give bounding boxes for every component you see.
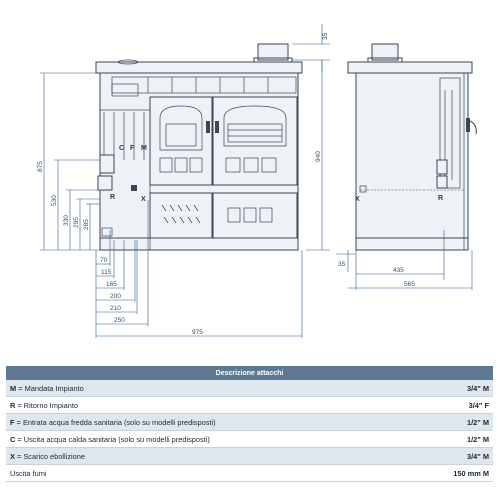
side-label-x: X [355,196,360,203]
pipe-fitting-upper [100,155,114,173]
label-m: M [141,145,147,152]
legend-description: = Ritorno Impianto [15,400,78,410]
legend-code: M [10,383,17,393]
legend-description: = Uscita acqua calda sanitaria (solo su modelli predisposti) [15,434,210,444]
dim-330: 330 [63,215,70,226]
dim-210: 210 [110,305,121,312]
legend-value: 1/2" M [410,414,493,431]
side-label-r: R [438,195,444,202]
label-f: F [130,145,135,152]
legend-value: 150 mm M [410,465,493,482]
legend-row [6,380,493,397]
side-body [356,73,468,250]
legend-code: F [10,417,15,427]
label-c: C [119,145,125,152]
storage-drawer [213,193,297,238]
front-left-dimensions [37,73,100,250]
legend-title: Descrizione attacchi [6,366,493,380]
legend-description: = Mandata Impianto [16,383,84,393]
dim-295: 295 [73,217,80,228]
legend-value: 3/4" M [410,448,493,465]
dim-side-offset: 35 [338,261,346,268]
dim-200: 200 [110,293,121,300]
legend-value: 3/4" M [410,380,493,397]
dim-165: 165 [106,281,117,288]
front-view [96,44,302,250]
legend-description: = Entrata acqua fredda sanitaria (solo su modelli predisposti) [14,417,216,427]
legend-row [6,414,493,431]
legend-row [6,431,493,448]
side-view [348,44,476,250]
connections-legend-table [6,366,493,482]
legend-row [6,397,493,414]
legend-description: = Scarico ebollizione [14,451,85,461]
dim-250: 250 [114,317,125,324]
side-hob-top [348,62,472,73]
legend-code: X [10,451,15,461]
dim-height-total: 940 [315,151,322,162]
pipe-fitting-lower [98,176,112,190]
legend-row [6,465,493,482]
dim-side-435: 435 [393,267,404,274]
dim-flue: 35 [322,32,329,40]
legend-value: 3/4" F [410,397,493,414]
ash-drawer [150,193,212,238]
dim-115: 115 [101,269,112,276]
dim-front-width: 975 [192,329,203,336]
label-x: X [141,196,146,203]
label-r: R [110,194,116,201]
dim-285: 285 [83,219,90,230]
dim-70: 70 [100,257,108,264]
legend-value: 1/2" M [410,431,493,448]
legend-code: R [10,400,16,410]
dim-530: 530 [51,195,58,206]
dim-height-875: 875 [37,161,44,172]
dim-side-565: 565 [404,281,415,288]
legend-row [6,448,493,465]
legend-code: C [10,434,16,444]
legend-description: Uscita fumi [10,468,47,478]
